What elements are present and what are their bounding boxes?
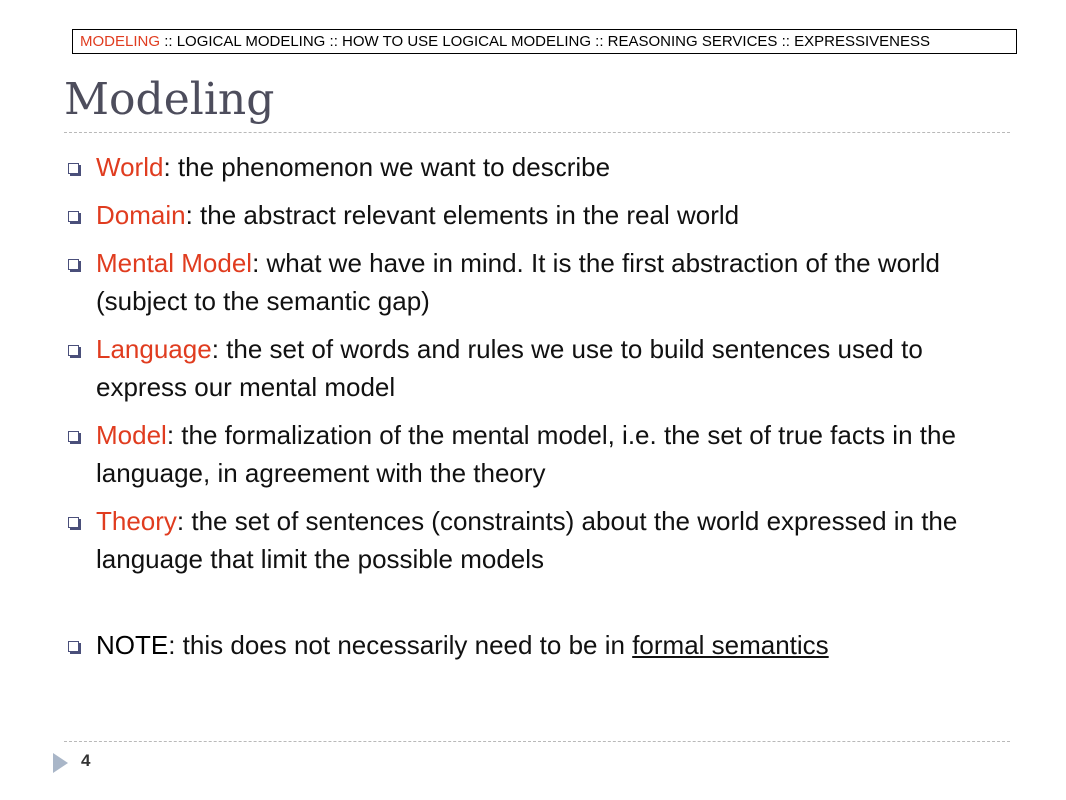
bullet-list bbox=[64, 148, 1004, 674]
square-bullet-icon bbox=[68, 431, 79, 442]
bullet-item-domain bbox=[64, 196, 1004, 234]
bullet-item-language bbox=[64, 330, 1004, 406]
bullet-text: : the set of sentences (constraints) about the world expressed in the language that limit the possible models bbox=[96, 506, 958, 574]
bullet-term: World bbox=[96, 152, 164, 182]
bullet-text: : the abstract relevant elements in the real world bbox=[185, 200, 740, 230]
note-term: NOTE bbox=[96, 630, 169, 660]
bullet-item-note bbox=[64, 626, 1004, 664]
breadcrumb-separator: :: bbox=[595, 33, 608, 50]
formal-semantics-link[interactable]: formal semantics bbox=[632, 630, 829, 660]
bullet-term: Domain bbox=[96, 200, 186, 230]
square-bullet-icon bbox=[68, 517, 79, 528]
breadcrumb-separator: :: bbox=[329, 33, 343, 50]
square-bullet-icon bbox=[68, 211, 79, 222]
square-bullet-icon bbox=[68, 259, 79, 270]
breadcrumb-item-expressiveness[interactable]: EXPRESSIVENESS bbox=[794, 33, 931, 50]
bullet-item-model bbox=[64, 416, 1004, 492]
bullet-item-world bbox=[64, 148, 1004, 186]
footer-divider bbox=[64, 741, 1010, 742]
bullet-term: Theory bbox=[96, 506, 177, 536]
breadcrumb-item-reasoning-services[interactable]: REASONING SERVICES bbox=[607, 33, 778, 50]
breadcrumb-item-modeling[interactable]: MODELING bbox=[80, 33, 161, 50]
slide-title: Modeling bbox=[64, 74, 275, 125]
breadcrumb-item-how-to-use[interactable]: HOW TO USE LOGICAL MODELING bbox=[342, 33, 591, 50]
breadcrumb-separator: :: bbox=[164, 33, 177, 50]
breadcrumb-separator: :: bbox=[781, 33, 795, 50]
page-number: 4 bbox=[81, 751, 91, 770]
title-divider bbox=[64, 132, 1010, 133]
play-icon bbox=[53, 753, 68, 773]
bullet-text: : what we have in mind. It is the first abstraction of the world (subject to the semantic gap) bbox=[96, 248, 940, 316]
square-bullet-icon bbox=[68, 641, 79, 652]
bullet-term: Language bbox=[96, 334, 212, 364]
bullet-item-mental-model bbox=[64, 244, 1004, 320]
square-bullet-icon bbox=[68, 163, 79, 174]
breadcrumb-item-logical-modeling[interactable]: LOGICAL MODELING bbox=[176, 33, 326, 50]
bullet-term: Mental Model bbox=[96, 248, 253, 278]
note-text: : this does not necessarily need to be in bbox=[168, 630, 633, 660]
bullet-text: : the formalization of the mental model, i.e. the set of true facts in the language, in agreement with the theory bbox=[96, 420, 956, 488]
bullet-item-theory bbox=[64, 502, 1004, 578]
square-bullet-icon bbox=[68, 345, 79, 356]
breadcrumb bbox=[72, 29, 1017, 54]
bullet-text: : the set of words and rules we use to build sentences used to express our mental model bbox=[96, 334, 923, 402]
bullet-text: : the phenomenon we want to describe bbox=[163, 152, 611, 182]
bullet-term: Model bbox=[96, 420, 167, 450]
